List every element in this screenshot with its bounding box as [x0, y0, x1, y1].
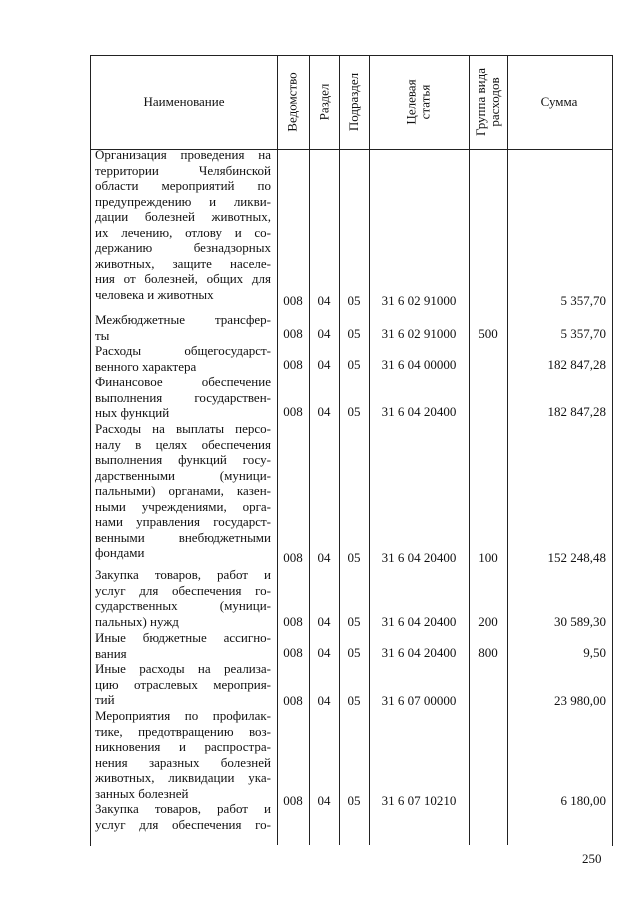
- name-line: занных болезней: [95, 785, 189, 801]
- cell-vedomstvo: 008: [283, 326, 303, 341]
- cell-razdel: 04: [317, 326, 331, 341]
- name-line: ния от болезней, общих для: [95, 271, 271, 286]
- name-line: услуг для обеспечения го-: [95, 582, 271, 598]
- cell-celevaya-statya: 31 6 04 20400: [381, 550, 457, 565]
- name-line: Расходы на выплаты персо-: [95, 421, 271, 436]
- cell-podrazdel: 05: [347, 693, 361, 708]
- row-name: [95, 374, 271, 421]
- header-podrazdel: Подраздел: [346, 72, 362, 132]
- row-name: [95, 567, 271, 629]
- name-line: выполнения функций госу-: [95, 452, 271, 467]
- cell-celevaya-statya: 31 6 07 00000: [381, 693, 457, 708]
- name-line: дации болезней животных,: [95, 209, 271, 224]
- col-divider: [507, 55, 508, 845]
- cell-razdel: 04: [317, 693, 331, 708]
- name-line: держанию безнадзорных: [95, 240, 271, 255]
- name-line: Мероприятия по профилак-: [95, 708, 271, 723]
- cell-celevaya-statya: 31 6 02 91000: [381, 293, 457, 308]
- row-name: [95, 312, 271, 343]
- header-name: Наименование: [143, 94, 225, 109]
- row-name: [95, 421, 271, 561]
- name-line: Закупка товаров, работ и: [95, 801, 271, 816]
- name-line: налу в целях обеспечения: [95, 436, 271, 452]
- header-razdel: Раздел: [316, 83, 331, 121]
- name-line: Межбюджетные трансфер-: [95, 312, 271, 327]
- cell-razdel: 04: [317, 293, 331, 308]
- cell-podrazdel: 05: [347, 614, 361, 629]
- col-divider: [469, 55, 470, 845]
- cell-razdel: 04: [317, 357, 331, 372]
- cell-gruppa: 200: [478, 614, 498, 629]
- name-line: Организация проведения на: [95, 147, 271, 162]
- cell-gruppa: 100: [478, 550, 498, 565]
- row-name: [95, 708, 271, 801]
- name-line: животных, защите населе-: [95, 255, 271, 271]
- col-divider: [277, 55, 278, 845]
- name-line: сударственных (муници-: [95, 598, 271, 613]
- cell-summa: 6 180,00: [560, 793, 606, 808]
- name-line: вания: [95, 645, 127, 661]
- row-name: [95, 630, 271, 661]
- name-line: фондами: [95, 545, 145, 560]
- row-name: [95, 661, 271, 708]
- header-vedomstvo: Ведомство: [285, 72, 300, 132]
- cell-vedomstvo: 008: [283, 550, 303, 565]
- cell-razdel: 04: [317, 404, 331, 419]
- name-line: выполнения государствен-: [95, 389, 271, 405]
- name-line: пальных) нужд: [95, 613, 179, 629]
- cell-vedomstvo: 008: [283, 357, 303, 372]
- cell-summa: 5 357,70: [560, 326, 606, 341]
- name-line: нения заразных болезней: [95, 754, 271, 770]
- cell-celevaya-statya: 31 6 07 10210: [381, 793, 457, 808]
- cell-celevaya-statya: 31 6 04 20400: [381, 645, 457, 660]
- cell-podrazdel: 05: [347, 293, 361, 308]
- header-celevaya-statya: Целевая статья: [403, 79, 433, 125]
- cell-celevaya-statya: 31 6 04 20400: [381, 614, 457, 629]
- name-line: Иные бюджетные ассигно-: [95, 630, 271, 645]
- name-line: области мероприятий по: [95, 178, 271, 193]
- cell-vedomstvo: 008: [283, 293, 303, 308]
- cell-summa: 30 589,30: [554, 614, 606, 629]
- name-line: услуг для обеспечения го-: [95, 816, 271, 832]
- col-divider: [339, 55, 340, 845]
- cell-razdel: 04: [317, 550, 331, 565]
- cell-gruppa: 800: [478, 645, 498, 660]
- cell-podrazdel: 05: [347, 404, 361, 419]
- name-line: животных, ликвидации ука-: [95, 770, 271, 785]
- cell-summa: 9,50: [583, 645, 606, 660]
- cell-vedomstvo: 008: [283, 404, 303, 419]
- name-line: венного характера: [95, 358, 197, 374]
- row-name: [95, 147, 271, 302]
- name-line: их лечению, отлову и со-: [95, 224, 271, 240]
- name-line: Расходы общегосударст-: [95, 343, 271, 358]
- cell-podrazdel: 05: [347, 645, 361, 660]
- cell-celevaya-statya: 31 6 02 91000: [381, 326, 457, 341]
- name-line: ных функций: [95, 405, 170, 420]
- cell-summa: 23 980,00: [554, 693, 606, 708]
- cell-podrazdel: 05: [347, 326, 361, 341]
- name-line: Финансовое обеспечение: [95, 374, 271, 389]
- name-line: Иные расходы на реализа-: [95, 661, 271, 676]
- header-gruppa-vida-rashodov: Группа вида расходов: [473, 68, 503, 136]
- cell-razdel: 04: [317, 614, 331, 629]
- name-line: цию отраслевых мероприя-: [95, 676, 271, 692]
- cell-vedomstvo: 008: [283, 645, 303, 660]
- name-line: пальными) органами, казен-: [95, 483, 271, 498]
- cell-celevaya-statya: 31 6 04 20400: [381, 404, 457, 419]
- row-name: [95, 801, 271, 832]
- name-line: нами управления государст-: [95, 514, 271, 529]
- page-number: 250: [582, 851, 602, 866]
- name-line: Закупка товаров, работ и: [95, 567, 271, 582]
- name-line: никновения и распростра-: [95, 739, 271, 754]
- row-name: [95, 343, 271, 374]
- cell-podrazdel: 05: [347, 550, 361, 565]
- name-line: предупреждению и ликви-: [95, 193, 271, 209]
- cell-vedomstvo: 008: [283, 693, 303, 708]
- cell-razdel: 04: [317, 645, 331, 660]
- cell-vedomstvo: 008: [283, 614, 303, 629]
- header-summa: Сумма: [540, 94, 578, 109]
- cell-gruppa: 500: [478, 326, 498, 341]
- cell-summa: 182 847,28: [547, 357, 606, 372]
- name-line: ными учреждениями, орга-: [95, 498, 271, 514]
- col-divider: [309, 55, 310, 845]
- cell-podrazdel: 05: [347, 793, 361, 808]
- name-line: человека и животных: [95, 286, 214, 302]
- cell-podrazdel: 05: [347, 357, 361, 372]
- name-line: тике, предотвращению воз-: [95, 723, 271, 739]
- name-line: тий: [95, 692, 115, 707]
- name-line: ты: [95, 327, 110, 343]
- cell-vedomstvo: 008: [283, 793, 303, 808]
- cell-summa: 182 847,28: [547, 404, 606, 419]
- col-divider: [369, 55, 370, 845]
- cell-razdel: 04: [317, 793, 331, 808]
- name-line: дарственными (муници-: [95, 467, 271, 483]
- cell-celevaya-statya: 31 6 04 00000: [381, 357, 457, 372]
- cell-summa: 152 248,48: [547, 550, 606, 565]
- name-line: венными внебюджетными: [95, 529, 271, 545]
- cell-summa: 5 357,70: [560, 293, 606, 308]
- name-line: территории Челябинской: [95, 162, 271, 178]
